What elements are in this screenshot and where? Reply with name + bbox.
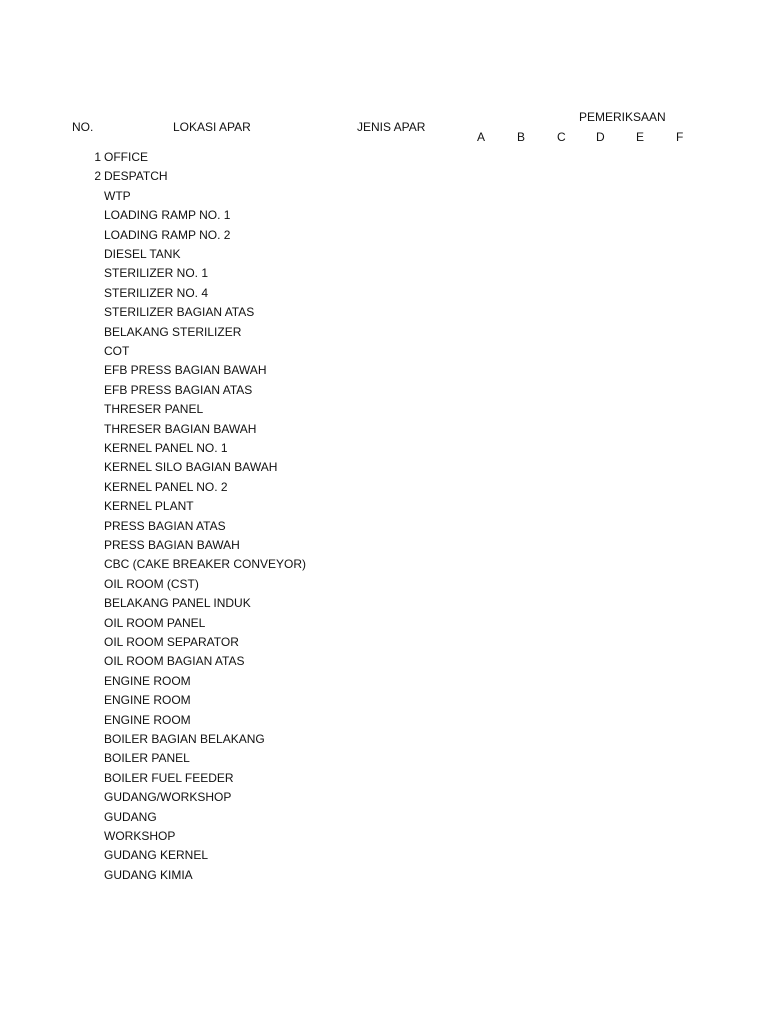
row-number: 2 — [94, 169, 101, 184]
table-row — [0, 480, 768, 499]
header-pemeriksaan: PEMERIKSAAN — [579, 110, 666, 124]
header-jenis-apar: JENIS APAR — [357, 120, 426, 134]
table-row — [0, 208, 768, 227]
table-row — [0, 868, 768, 887]
row-location: COT — [104, 344, 130, 358]
table-row — [0, 305, 768, 324]
table-row — [0, 596, 768, 615]
table-row — [0, 635, 768, 654]
row-location: BELAKANG PANEL INDUK — [104, 596, 251, 611]
table-row — [0, 325, 768, 344]
table-row — [0, 538, 768, 557]
table-row — [0, 460, 768, 479]
row-location: EFB PRESS BAGIAN ATAS — [104, 382, 253, 397]
row-location: THRESER BAGIAN BAWAH — [104, 421, 257, 436]
table-row — [0, 286, 768, 305]
row-location: THRESER PANEL — [104, 402, 204, 417]
row-location: EFB PRESS BAGIAN BAWAH — [104, 363, 267, 378]
table-row — [0, 150, 768, 169]
row-location: OIL ROOM SEPARATOR — [104, 635, 239, 649]
row-location: BELAKANG STERILIZER — [104, 324, 242, 339]
row-location: OFFICE — [104, 150, 148, 164]
row-location: BOILER BAGIAN BELAKANG — [104, 732, 265, 746]
table-row — [0, 422, 768, 441]
header-lokasi-apar: LOKASI APAR — [173, 120, 251, 134]
row-location: BOILER FUEL FEEDER — [104, 770, 234, 785]
row-location: STERILIZER NO. 1 — [104, 266, 209, 281]
row-location: KERNEL PLANT — [104, 499, 194, 514]
header-col-e: E — [636, 130, 645, 144]
row-location: DESPATCH — [104, 169, 168, 184]
table-row — [0, 848, 768, 867]
table-row — [0, 266, 768, 285]
row-location: KERNEL SILO BAGIAN BAWAH — [104, 460, 278, 475]
header-col-a: A — [477, 130, 486, 144]
row-location: LOADING RAMP NO. 2 — [104, 227, 231, 242]
table-row — [0, 693, 768, 712]
row-location: ENGINE ROOM — [104, 693, 191, 708]
row-location: PRESS BAGIAN ATAS — [104, 518, 226, 533]
row-location: WTP — [104, 188, 131, 203]
row-location: KERNEL PANEL NO. 1 — [104, 441, 228, 455]
header-col-f: F — [676, 130, 684, 144]
table-row — [0, 616, 768, 635]
row-location: GUDANG KIMIA — [104, 867, 193, 882]
row-location: WORKSHOP — [104, 829, 176, 843]
table-row — [0, 383, 768, 402]
row-location: OIL ROOM PANEL — [104, 615, 206, 630]
table-row — [0, 771, 768, 790]
table-row — [0, 441, 768, 460]
table-row — [0, 189, 768, 208]
header-col-c: C — [557, 130, 566, 144]
row-location: BOILER PANEL — [104, 751, 190, 766]
header-no: NO. — [72, 120, 94, 134]
table-row — [0, 810, 768, 829]
row-number: 1 — [94, 150, 101, 164]
row-location: LOADING RAMP NO. 1 — [104, 208, 231, 223]
header-col-d: D — [596, 130, 605, 144]
table-row — [0, 751, 768, 770]
table-row — [0, 557, 768, 576]
row-location: STERILIZER NO. 4 — [104, 285, 209, 300]
table-row — [0, 363, 768, 382]
row-location: CBC (CAKE BREAKER CONVEYOR) — [104, 557, 307, 572]
table-row — [0, 344, 768, 363]
table-row — [0, 577, 768, 596]
table-row — [0, 228, 768, 247]
row-location: ENGINE ROOM — [104, 712, 191, 727]
row-location: GUDANG KERNEL — [104, 848, 209, 863]
row-location: KERNEL PANEL NO. 2 — [104, 479, 228, 494]
table-row — [0, 402, 768, 421]
table-row — [0, 247, 768, 266]
header-col-b: B — [517, 130, 526, 144]
table-row — [0, 519, 768, 538]
table-row — [0, 790, 768, 809]
table-row — [0, 654, 768, 673]
table-row — [0, 169, 768, 188]
row-location: OIL ROOM (CST) — [104, 576, 199, 591]
row-location: OIL ROOM BAGIAN ATAS — [104, 654, 245, 669]
table-row — [0, 499, 768, 518]
row-location: PRESS BAGIAN BAWAH — [104, 538, 240, 552]
table-row — [0, 674, 768, 693]
row-location: STERILIZER BAGIAN ATAS — [104, 305, 255, 320]
row-location: GUDANG — [104, 809, 157, 824]
table-row — [0, 829, 768, 848]
row-location: GUDANG/WORKSHOP — [104, 790, 232, 805]
row-location: ENGINE ROOM — [104, 673, 191, 688]
table-row — [0, 732, 768, 751]
table-row — [0, 713, 768, 732]
row-location: DIESEL TANK — [104, 247, 181, 261]
